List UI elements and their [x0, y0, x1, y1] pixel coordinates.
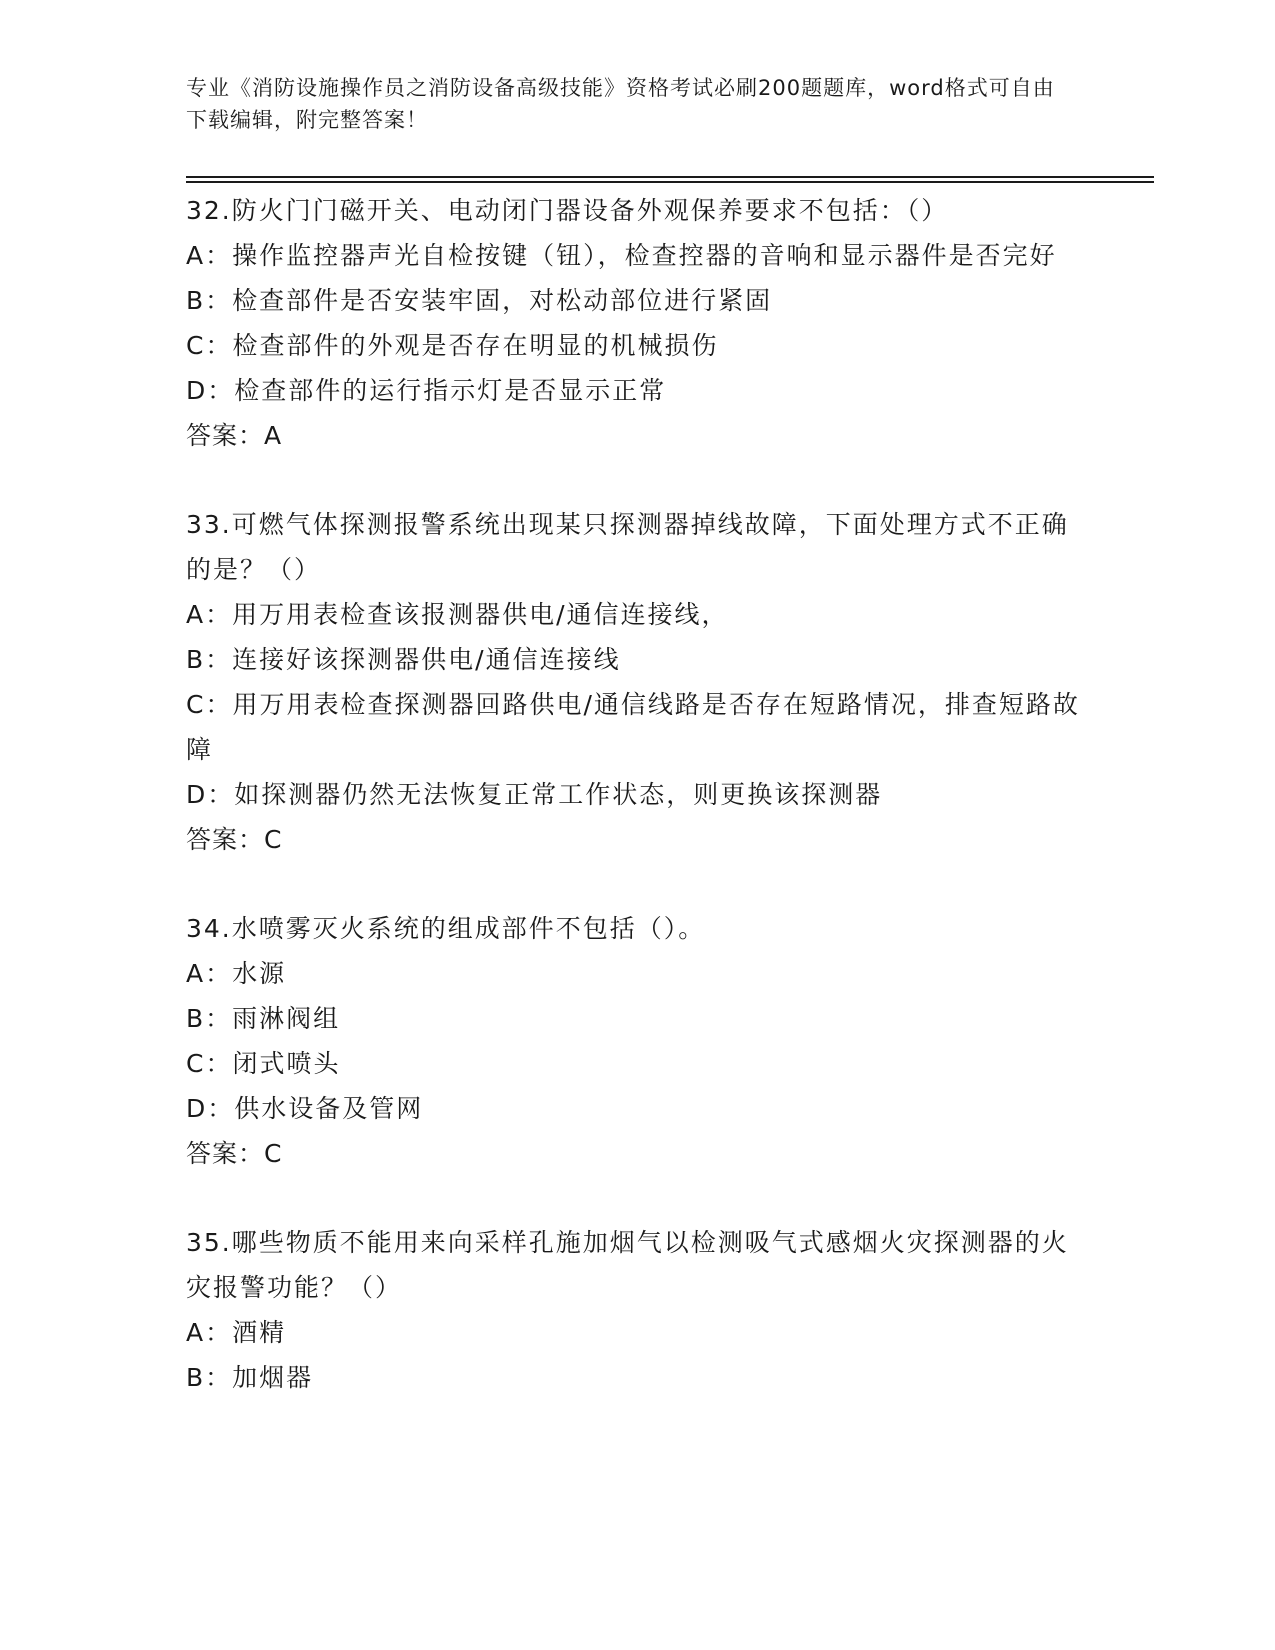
question-35: [186, 1220, 1086, 1400]
question-list: [186, 188, 1086, 1444]
header-divider-top: [186, 176, 1154, 178]
option-b: B：连接好该探测器供电/通信连接线: [186, 645, 621, 674]
question-stem: 35.哪些物质不能用来向采样孔施加烟气以检测吸气式感烟火灾探测器的火灾报警功能？（）: [186, 1228, 1069, 1302]
option-c: C：闭式喷头: [186, 1049, 341, 1078]
answer: 答案：C: [186, 825, 283, 854]
option-d: D：供水设备及管网: [186, 1094, 424, 1123]
answer: 答案：A: [186, 421, 283, 450]
option-c: C：检查部件的外观是否存在明显的机械损伤: [186, 331, 719, 360]
question-32: [186, 188, 1086, 458]
question-33: [186, 502, 1086, 862]
option-a: A：操作监控器声光自检按键（钮），检查控器的音响和显示器件是否完好: [186, 241, 1057, 270]
option-d: D：检查部件的运行指示灯是否显示正常: [186, 376, 667, 405]
question-stem: 32.防火门门磁开关、电动闭门器设备外观保养要求不包括：（）: [186, 196, 949, 225]
option-a: A：用万用表检查该报测器供电/通信连接线，: [186, 600, 729, 629]
option-c: C：用万用表检查探测器回路供电/通信线路是否存在短路情况，排查短路故障: [186, 690, 1080, 764]
question-stem: 34.水喷雾灭火系统的组成部件不包括（）。: [186, 914, 706, 943]
option-a: A：水源: [186, 959, 287, 988]
question-stem: 33.可燃气体探测报警系统出现某只探测器掉线故障，下面处理方式不正确的是？（）: [186, 510, 1069, 584]
question-34: [186, 906, 1086, 1176]
option-b: B：检查部件是否安装牢固，对松动部位进行紧固: [186, 286, 773, 315]
document-header: 专业《消防设施操作员之消防设备高级技能》资格考试必刷200题题库，word格式可自由下载编辑，附完整答案！: [186, 76, 1055, 132]
option-b: B：雨淋阀组: [186, 1004, 341, 1033]
option-a: A：酒精: [186, 1318, 287, 1347]
option-d: D：如探测器仍然无法恢复正常工作状态，则更换该探测器: [186, 780, 883, 809]
answer: 答案：C: [186, 1139, 283, 1168]
option-b: B：加烟器: [186, 1363, 314, 1392]
header-divider-bottom: [186, 181, 1154, 183]
